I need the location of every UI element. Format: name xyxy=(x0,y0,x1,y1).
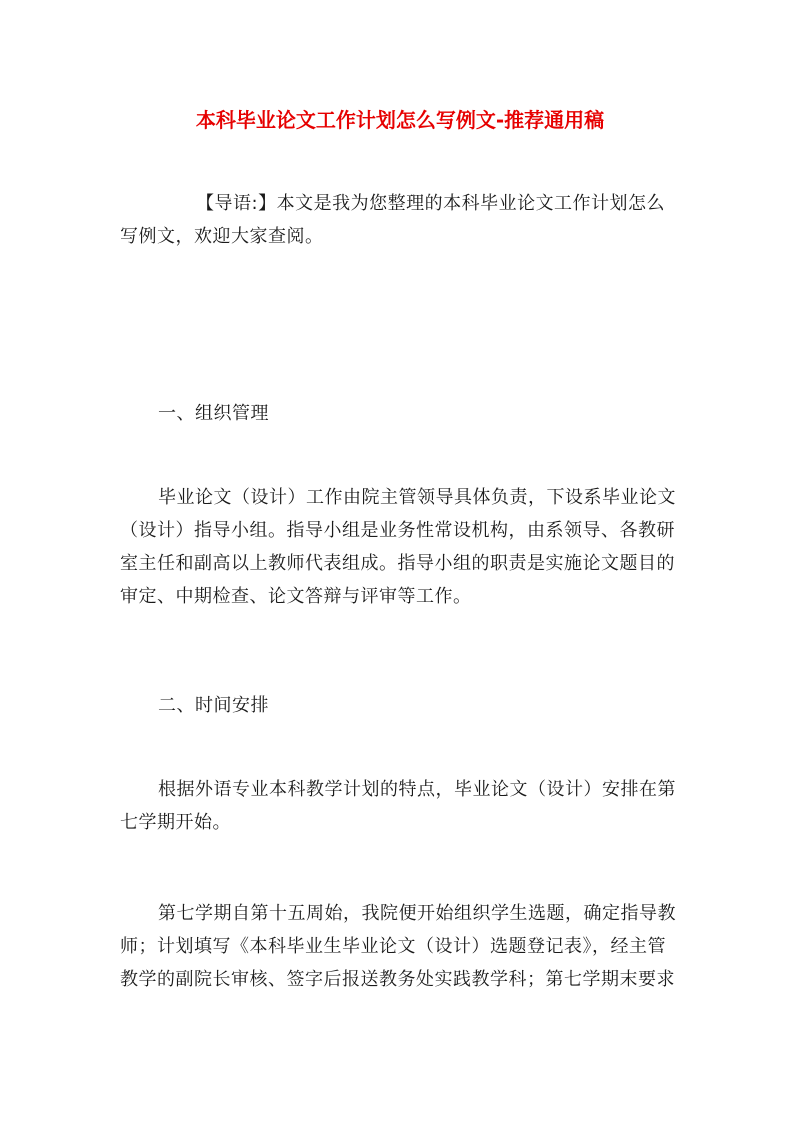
paragraph-line: 第七学期自第十五周始，我院便开始组织学生选题，确定指导教 xyxy=(158,903,676,924)
paragraph-line: 教学的副院长审核、签字后报送教务处实践教学科；第七学期末要求 xyxy=(120,969,675,990)
paragraph-line: 师；计划填写《本科毕业生毕业论文（设计）选题登记表》，经主管 xyxy=(120,936,666,957)
schedule-paragraph-1 xyxy=(120,773,686,839)
intro-paragraph xyxy=(120,187,686,253)
intro-line: 【导语:】本文是我为您整理的本科毕业论文工作计划怎么 xyxy=(196,193,666,214)
section-heading-organization: 一、组织管理 xyxy=(158,403,269,424)
intro-line: 写例文，欢迎大家查阅。 xyxy=(120,226,324,247)
paragraph-line: （设计）指导小组。指导小组是业务性常设机构，由系领导、各教研 xyxy=(120,520,675,541)
paragraph-line: 室主任和副高以上教师代表组成。指导小组的职责是实施论文题目的 xyxy=(120,553,675,574)
organization-paragraph xyxy=(120,481,686,613)
paragraph-line: 审定、中期检查、论文答辩与评审等工作。 xyxy=(120,586,472,607)
paragraph-line: 根据外语专业本科教学计划的特点，毕业论文（设计）安排在第 xyxy=(158,779,676,800)
section-heading-schedule: 二、时间安排 xyxy=(158,695,269,716)
paragraph-line: 毕业论文（设计）工作由院主管领导具体负责，下设系毕业论文 xyxy=(158,487,676,508)
paragraph-line: 七学期开始。 xyxy=(120,812,231,833)
schedule-paragraph-2 xyxy=(120,897,686,996)
document-title: 本科毕业论文工作计划怎么写例文-推荐通用稿 xyxy=(195,108,605,132)
